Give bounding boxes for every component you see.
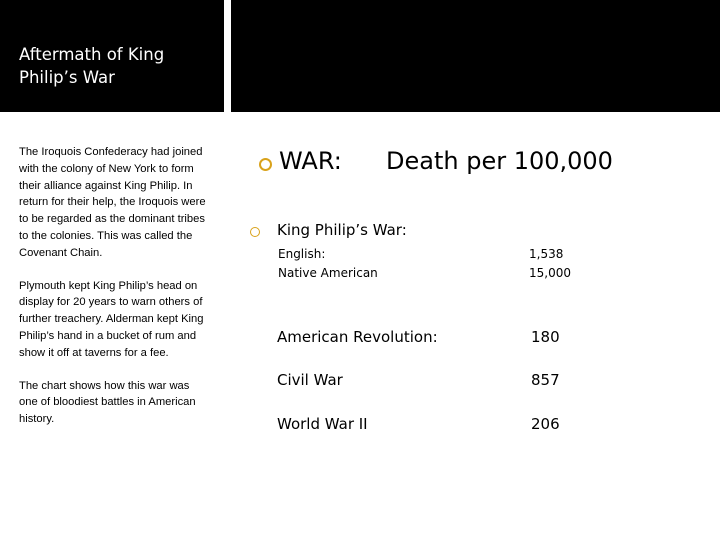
row-label-native-american: Native American [278,266,378,280]
ring-bullet-icon [250,227,260,237]
row-label-american-revolution: American Revolution: [277,328,438,346]
row-label-civil-war: Civil War [277,371,343,389]
title-band [0,0,224,112]
table-heading [258,147,698,183]
slide-title: Aftermath of King Philip’s War [19,45,165,87]
row-value-english: 1,538 [529,247,564,261]
war-header: WAR: [279,147,342,175]
paragraph-plymouth: Plymouth kept King Philip’s head on display for 20 years to warn others of further treachery. Alderman kept King Philip’s hand in a bucket of rum and show it off at taverns for a fee. [19,279,204,359]
row-value-american-revolution: 180 [531,328,560,346]
group-label-king-philips-war: King Philip’s War: [277,221,407,239]
ring-bullet-icon [259,158,272,171]
header-band [231,0,720,112]
row-value-civil-war: 857 [531,371,560,389]
row-value-native-american: 15,000 [529,266,571,280]
row-label-english: English: [278,247,326,261]
row-value-world-war-ii: 206 [531,415,560,433]
paragraph-covenant-chain: The Iroquois Confederacy had joined with the colony of New York to form their alliance against King Philip. In return for their help, the Iroquois were to be regarded as the dominant tribes to the colonies. This was called the Covenant Chain. [19,146,206,259]
row-label-world-war-ii: World War II [277,415,368,433]
paragraph-chart-note: The chart shows how this war was one of bloodiest battles in American history. [19,379,196,426]
group-bullet [250,225,264,239]
narrative-column [19,144,207,444]
deaths-header: Death per 100,000 [386,147,613,175]
